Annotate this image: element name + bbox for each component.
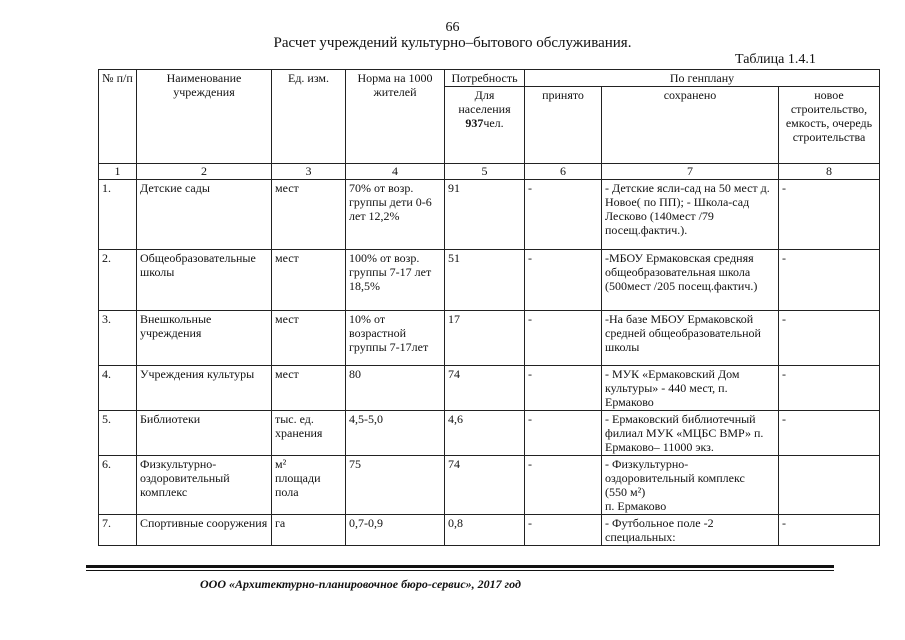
kept-cell xyxy=(602,456,779,515)
facilities-table xyxy=(98,69,880,546)
column-number: 6 xyxy=(525,164,602,180)
unit-floor-area: площади пола xyxy=(275,471,321,499)
row-number: 1. xyxy=(99,180,137,250)
norm-cell: 4,5-5,0 xyxy=(346,411,445,456)
row-number: 4. xyxy=(99,366,137,411)
need-cell: 0,8 xyxy=(445,515,525,546)
header-need-count: 937 xyxy=(465,116,484,130)
accepted-cell: - xyxy=(525,180,602,250)
accepted-cell: - xyxy=(525,311,602,366)
kept-cell: -МБОУ Ермаковская средняя общеобразовательная школа (500мест /205 посещ.фактич.) xyxy=(602,250,779,311)
new-build-cell: - xyxy=(779,366,880,411)
accepted-cell: - xyxy=(525,366,602,411)
kept-location: п. Ермаково xyxy=(605,499,667,513)
unit-cell: мест xyxy=(272,366,346,411)
norm-cell: 10% от возрастной группы 7-17лет xyxy=(346,311,445,366)
table-row xyxy=(99,366,880,411)
header-num: № п/п xyxy=(99,70,137,164)
row-number: 3. xyxy=(99,311,137,366)
header-name: Наименование учреждения xyxy=(137,70,272,164)
table-row xyxy=(99,456,880,515)
new-build-cell: - xyxy=(779,411,880,456)
facility-name: Спортивные сооружения xyxy=(137,515,272,546)
kept-cell: - Ермаковский библиотечный филиал МУК «МЦБС ВМР» п. Ермаково– 11000 экз. xyxy=(602,411,779,456)
column-number: 1 xyxy=(99,164,137,180)
unit-cell: мест xyxy=(272,180,346,250)
norm-cell: 100% от возр. группы 7-17 лет 18,5% xyxy=(346,250,445,311)
need-cell: 74 xyxy=(445,366,525,411)
accepted-cell: - xyxy=(525,456,602,515)
footer-divider-thick xyxy=(86,565,834,568)
new-build-cell: - xyxy=(779,180,880,250)
accepted-cell: - xyxy=(525,411,602,456)
norm-cell: 80 xyxy=(346,366,445,411)
header-need-unit: чел. xyxy=(483,116,504,130)
column-number-row xyxy=(99,164,880,180)
facility-name: Учреждения культуры xyxy=(137,366,272,411)
accepted-cell: - xyxy=(525,515,602,546)
unit-cell: мест xyxy=(272,311,346,366)
unit-cell xyxy=(272,456,346,515)
unit-cell: га xyxy=(272,515,346,546)
footer-divider-thin xyxy=(86,570,834,571)
header-need: Потребность xyxy=(445,70,525,87)
table-row xyxy=(99,180,880,250)
table-row xyxy=(99,515,880,546)
header-norm: Норма на 1000 жителей xyxy=(346,70,445,164)
document-title: Расчет учреждений культурно–бытового обслуживания. xyxy=(273,35,632,51)
kept-cell: - Футбольное поле -2 специальных: xyxy=(602,515,779,546)
table-label: Таблица 1.4.1 xyxy=(735,52,816,67)
kept-facility: - Физкультурно-оздоровительный комплекс xyxy=(605,457,745,485)
row-number: 2. xyxy=(99,250,137,311)
unit-cell: тыс. ед. хранения xyxy=(272,411,346,456)
new-build-cell: - xyxy=(779,311,880,366)
header-need-sub xyxy=(445,87,525,164)
table-row xyxy=(99,250,880,311)
facility-name: Библиотеки xyxy=(137,411,272,456)
new-build-cell xyxy=(779,456,880,515)
row-number: 5. xyxy=(99,411,137,456)
header-new-build: новое строительство, емкость, очередь строительства xyxy=(779,87,880,164)
kept-cell: -На базе МБОУ Ермаковской средней общеобразовательной школы xyxy=(602,311,779,366)
header-plan: По генплану xyxy=(525,70,880,87)
column-number: 2 xyxy=(137,164,272,180)
need-cell: 74 xyxy=(445,456,525,515)
unit-cell: мест xyxy=(272,250,346,311)
facility-name: Физкультурно-оздоровительный комплекс xyxy=(137,456,272,515)
column-number: 8 xyxy=(779,164,880,180)
table-row xyxy=(99,411,880,456)
footer-company: ООО «Архитектурно-планировочное бюро-сервис», 2017 год xyxy=(200,577,521,591)
norm-cell: 0,7-0,9 xyxy=(346,515,445,546)
header-unit: Ед. изм. xyxy=(272,70,346,164)
header-row-1 xyxy=(99,70,880,87)
unit-area: м² xyxy=(275,457,287,471)
page-number: 66 xyxy=(445,20,460,35)
facility-name: Внешкольные учреждения xyxy=(137,311,272,366)
table-row xyxy=(99,311,880,366)
row-number: 7. xyxy=(99,515,137,546)
column-number: 4 xyxy=(346,164,445,180)
column-number: 3 xyxy=(272,164,346,180)
header-kept: сохранено xyxy=(602,87,779,164)
new-build-cell: - xyxy=(779,250,880,311)
kept-capacity: (550 м²) xyxy=(605,485,646,499)
new-build-cell: - xyxy=(779,515,880,546)
header-accepted: принято xyxy=(525,87,602,164)
need-cell: 17 xyxy=(445,311,525,366)
facility-name: Общеобразовательные школы xyxy=(137,250,272,311)
kept-cell: - Детские ясли-сад на 50 мест д. Новое( по ПП); - Школа-сад Лесково (140мест /79 посещ.фактич.). xyxy=(602,180,779,250)
kept-cell: - МУК «Ермаковский Дом культуры» - 440 мест, п. Ермаково xyxy=(602,366,779,411)
column-number: 5 xyxy=(445,164,525,180)
column-number: 7 xyxy=(602,164,779,180)
row-number: 6. xyxy=(99,456,137,515)
norm-cell: 75 xyxy=(346,456,445,515)
norm-cell: 70% от возр. группы дети 0-6 лет 12,2% xyxy=(346,180,445,250)
facility-name: Детские сады xyxy=(137,180,272,250)
need-cell: 91 xyxy=(445,180,525,250)
need-cell: 51 xyxy=(445,250,525,311)
header-need-population: Для населения xyxy=(458,88,511,116)
accepted-cell: - xyxy=(525,250,602,311)
need-cell: 4,6 xyxy=(445,411,525,456)
